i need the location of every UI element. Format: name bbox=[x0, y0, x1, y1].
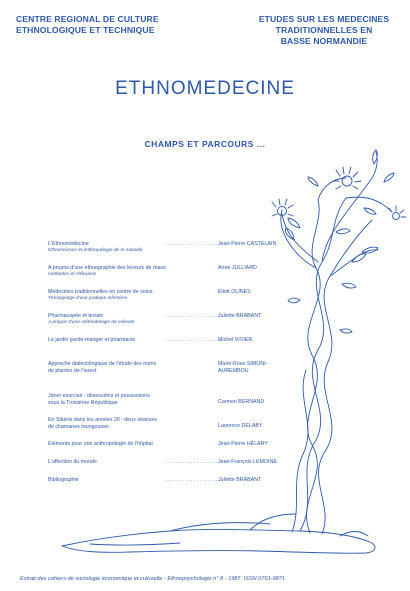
trunk-strand-1 bbox=[300, 198, 346, 531]
trunk-strand-3 bbox=[319, 220, 372, 534]
toc-entry-subtitle: de chamanes toungouses bbox=[48, 424, 109, 430]
toc-entry bbox=[48, 289, 298, 303]
toc-entry-title: Approche dialectologique de l'étude des noms bbox=[48, 361, 157, 367]
toc-entry bbox=[48, 265, 298, 279]
toc-entry-author: Juliette BRABANT bbox=[218, 477, 262, 483]
toc-entry-author: Jean-François LEMOINE bbox=[218, 459, 277, 465]
toc-leader-dots: ..................... bbox=[166, 477, 225, 483]
toc-entry-subtitle: A propos d'une méthodologie de collecte bbox=[48, 320, 135, 325]
toc-entry-author: Juliette BRABANT bbox=[218, 313, 262, 319]
toc-entry bbox=[48, 477, 298, 485]
toc-entry-title: Eléments pour une anthropologie de l'hôpital bbox=[48, 441, 153, 447]
toc-entry-title: Médecines traditionnelles en centre de soins bbox=[48, 289, 153, 295]
series-line-1: ETUDES SUR LES MEDECINES bbox=[258, 14, 390, 24]
toc-entry-title: En Sibérie dans les années 20 : deux séances bbox=[48, 417, 157, 423]
toc-entry bbox=[48, 441, 298, 449]
toc-leader-dots: ..................... bbox=[166, 337, 225, 343]
toc-entry-title: A propos d'une ethnographie des leveurs de maux bbox=[48, 265, 166, 271]
toc-entry-title: Jáner exorcisé : obsessions et possessions bbox=[48, 393, 150, 399]
toc-entry bbox=[48, 313, 298, 327]
toc-entry-subtitle: de plantes de l'ouest bbox=[48, 368, 97, 374]
publisher-line-1: CENTRE REGIONAL DE CULTURE bbox=[16, 14, 159, 24]
toc-entry bbox=[48, 417, 298, 431]
toc-entry-title: Bibliographie bbox=[48, 477, 79, 483]
toc-entry bbox=[48, 361, 298, 383]
toc-entry-title: Pharmacopée et terrain bbox=[48, 313, 104, 319]
toc-entry-author: Anne JULLIARD bbox=[218, 265, 257, 271]
toc-entry bbox=[48, 337, 298, 351]
toc-entry-author: Eliott OLINES bbox=[218, 289, 251, 295]
reclining-body bbox=[62, 529, 375, 553]
toc-entry bbox=[48, 459, 298, 467]
publisher-line-2: ETHNOLOGIQUE ET TECHNIQUE bbox=[16, 25, 155, 35]
toc-entry-author: Michel VIVIER bbox=[218, 337, 253, 343]
toc-entry-subtitle: méthodes et réflexions bbox=[48, 272, 97, 277]
flower-3 bbox=[389, 206, 406, 220]
toc-entry-author: Jean-Pierre CASTELAIN bbox=[218, 241, 277, 247]
toc-entry-title: L'affection du monde bbox=[48, 459, 97, 465]
page-subtitle: CHAMPS ET PARCOURS ... bbox=[144, 139, 266, 149]
toc-entry-subtitle: Ethnoscience et anthropologie de la maladie bbox=[48, 248, 143, 253]
toc-entry-author: Carmen BERNAND bbox=[218, 399, 265, 405]
flower-2 bbox=[272, 199, 293, 216]
toc-entry bbox=[48, 393, 298, 407]
toc-leader-dots: ..................... bbox=[166, 313, 225, 319]
toc-leader-dots: ..................... bbox=[166, 241, 225, 247]
page-title: ETHNOMEDECINE bbox=[115, 78, 295, 99]
flower-1 bbox=[333, 167, 361, 189]
toc-entry-subtitle: Témoignage d'une pratique infirmière bbox=[48, 296, 128, 301]
toc-entry-author: Laurence DELABY bbox=[218, 423, 263, 429]
table-of-contents bbox=[48, 241, 298, 495]
toc-entry-subtitle: sous la Troisième République bbox=[48, 400, 118, 406]
series-line-3: BASSE NORMANDIE bbox=[280, 36, 368, 46]
toc-leader-dots: ..................... bbox=[166, 459, 225, 465]
toc-entry bbox=[48, 241, 298, 255]
series-line-2: TRADITIONNELLES EN bbox=[275, 25, 373, 35]
toc-entry-title: Le jardin garde-manger et pharmacie bbox=[48, 337, 136, 343]
toc-entry-title: L'Ethnomédecine bbox=[48, 241, 89, 247]
toc-entry-author: Jean-Pierre HÉLARY bbox=[218, 441, 268, 447]
publication-footer: Extrait des cahiers de sociologie économique et culturelle - Ethnopsychologie n° 8 - 1987. ISSN 0761-9871 bbox=[20, 576, 285, 582]
toc-entry-author: Marie-Rose SIMONI-AUREMBOU bbox=[218, 361, 268, 374]
trunk-strand-2 bbox=[307, 200, 321, 533]
